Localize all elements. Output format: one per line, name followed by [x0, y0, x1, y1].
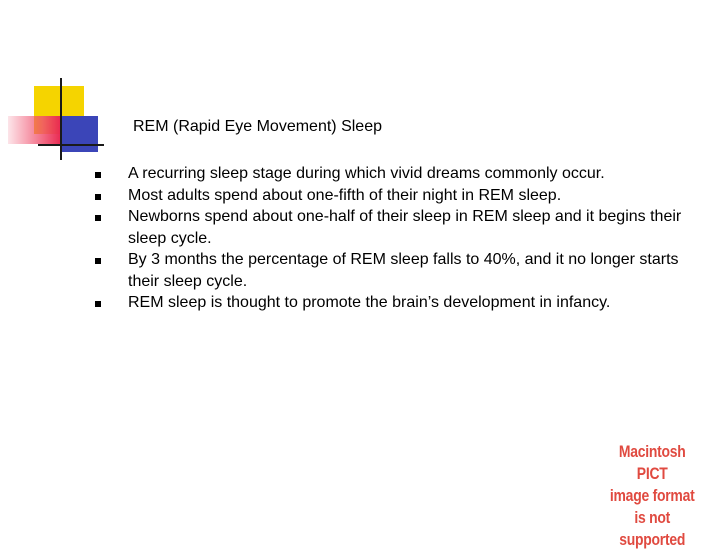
placeholder-line: Macintosh PICT — [618, 442, 686, 483]
bullet-item — [0, 163, 720, 185]
bullet-text: A recurring sleep stage during which vivid dreams commonly occur. — [128, 165, 605, 182]
square-bullet-icon — [95, 258, 101, 264]
unsupported-image-placeholder — [603, 441, 701, 551]
square-bullet-icon — [95, 215, 101, 221]
bullet-item — [0, 206, 720, 249]
bullet-list — [0, 163, 720, 314]
bullet-item — [0, 185, 720, 207]
bullet-item — [0, 292, 720, 314]
bullet-text: Newborns spend about one-half of their sleep in REM sleep and it begins their sleep cycle. — [128, 208, 682, 247]
bullet-text: Most adults spend about one-fifth of their night in REM sleep. — [128, 186, 562, 204]
decorative-red-gradient-bar — [8, 116, 62, 144]
bullet-item — [0, 249, 720, 292]
decorative-vertical-line — [60, 78, 62, 160]
slide-title: REM (Rapid Eye Movement) Sleep — [133, 118, 382, 135]
bullet-text: REM sleep is thought to promote the brain’s development in infancy. — [128, 294, 611, 311]
decorative-blue-square — [62, 116, 98, 152]
square-bullet-icon — [95, 172, 101, 178]
square-bullet-icon — [95, 301, 101, 307]
bullet-text: By 3 months the percentage of REM sleep falls to 40%, and it no longer starts their sleep cycle. — [128, 251, 679, 290]
placeholder-line: is not supported — [619, 508, 686, 549]
square-bullet-icon — [95, 194, 101, 200]
decorative-horizontal-line — [38, 144, 104, 146]
placeholder-line: image format — [609, 486, 695, 505]
